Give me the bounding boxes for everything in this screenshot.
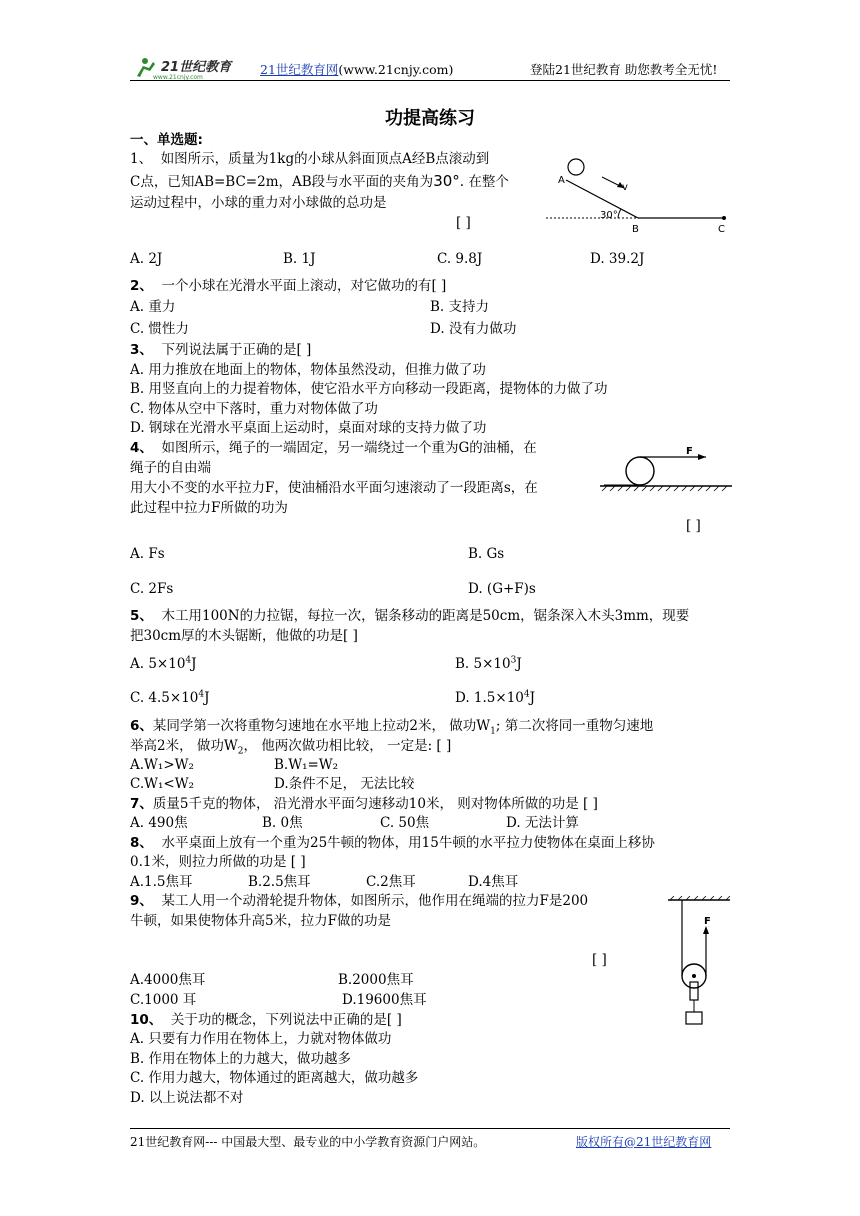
q6-option-c[interactable]: C.W₁<W₂ <box>130 776 195 792</box>
q6-option-a[interactable]: A.W₁>W₂ <box>130 757 194 773</box>
svg-text:30°: 30° <box>600 210 618 221</box>
q7-option-d[interactable]: D. 无法计算 <box>506 815 579 831</box>
q4-option-c[interactable]: C. 2Fs <box>130 581 174 597</box>
q7-option-a[interactable]: A. 490焦 <box>130 815 188 831</box>
svg-text:v: v <box>622 182 628 193</box>
q6-line2: 举高2米， 做功$W_2$， 他两次做功相比较， 一定是: [ ] <box>130 738 452 757</box>
q3-option-a[interactable]: A. 用力推放在地面上的物体，物体虽然没动，但推力做了功 <box>130 362 486 378</box>
header-divider <box>130 80 730 81</box>
q4-option-a[interactable]: A. Fs <box>130 546 165 562</box>
q4-line4: 此过程中拉力F所做的功为 <box>130 500 288 516</box>
q10-option-c[interactable]: C. 作用力越大，物体通过的距离越大，做功越多 <box>130 1070 419 1086</box>
q8-option-d[interactable]: D.4焦耳 <box>468 874 519 890</box>
q3-stem: 3、 下列说法属于正确的是[ ] <box>130 342 312 358</box>
q4-line1: 4、 如图所示，绳子的一端固定，另一端绕过一个重为G的油桶，在 <box>130 440 537 456</box>
q1-line3: 运动过程中，小球的重力对小球做的总功是 <box>130 195 387 211</box>
q4-option-b[interactable]: B. Gs <box>468 546 505 562</box>
q1-option-d[interactable]: D. 39.2J <box>590 251 645 267</box>
footer-divider <box>130 1128 730 1129</box>
q1-answer-bracket: [ ] <box>456 215 471 231</box>
q9-line2: 牛顿，如果使物体升高5米，拉力F做的功是 <box>130 913 391 929</box>
q9-option-c[interactable]: C.1000 耳 <box>130 992 197 1008</box>
q2-stem: 2、 一个小球在光滑水平面上滚动，对它做功的有[ ] <box>130 278 447 294</box>
footer-text: 21世纪教育网--- 中国最大型、最专业的中小学教育资源门户网站。 <box>130 1135 486 1149</box>
q5-option-b[interactable]: B. $5\times 10^3J$ <box>455 655 522 672</box>
svg-text:21世纪教育: 21世纪教育 <box>161 60 232 75</box>
q9-option-d[interactable]: D.19600焦耳 <box>342 992 427 1008</box>
header-slogan: 登陆21世纪教育 助您教考全无忧! <box>530 62 718 77</box>
q5-option-d[interactable]: D. $1.5\times 10^4J$ <box>455 689 536 706</box>
q8-line2: 0.1米，则拉力所做的功是 [ ] <box>130 854 306 870</box>
q9-line1: 9、 某工人用一个动滑轮提升物体，如图所示，他作用在绳端的拉力F是200 <box>130 893 589 909</box>
q2-option-b[interactable]: B. 支持力 <box>430 299 490 315</box>
svg-text:F: F <box>686 446 693 457</box>
q9-pulley-figure <box>664 896 734 1034</box>
svg-text:B: B <box>632 224 639 235</box>
ball-icon <box>568 159 584 175</box>
footer-copyright-link[interactable]: 版权所有@21世纪教育网 <box>576 1135 712 1149</box>
q4-line2: 绳子的自由端 <box>130 460 211 476</box>
q6-option-b[interactable]: B.W₁=W₂ <box>274 757 339 773</box>
q3-option-d[interactable]: D. 钢球在光滑水平桌面上运动时，桌面对球的支持力做了功 <box>130 420 487 436</box>
q5-line1: 5、 木工用100N的力拉锯，每拉一次，锯条移动的距离是50cm，锯条深入木头3mm，现要 <box>130 608 690 624</box>
q3-option-c[interactable]: C. 物体从空中下落时，重力对物体做了功 <box>130 401 378 417</box>
q5-option-c[interactable]: C. $4.5\times 10^4J$ <box>130 689 210 706</box>
q2-option-d[interactable]: D. 没有力做功 <box>430 321 517 337</box>
q1-incline-figure <box>546 152 736 236</box>
q6-line1: 6、某同学第一次将重物匀速地在水平地上拉动2米， 做功$W_1$; 第二次将同一重物匀速地 <box>130 718 654 737</box>
q4-barrel-figure <box>600 444 736 494</box>
site-url: (www.21cnjy.com) <box>338 62 454 77</box>
svg-text:F: F <box>704 916 711 927</box>
q6-option-d[interactable]: D.条件不足， 无法比较 <box>274 776 415 792</box>
q9-answer-bracket: [ ] <box>592 952 607 968</box>
svg-text:A: A <box>558 175 565 186</box>
q4-option-d[interactable]: D. (G+F)s <box>468 581 536 597</box>
q3-option-b[interactable]: B. 用竖直向上的力提着物体，使它沿水平方向移动一段距离，提物体的力做了功 <box>130 381 608 397</box>
q4-answer-bracket: [ ] <box>686 518 701 534</box>
q10-option-d[interactable]: D. 以上说法都不对 <box>130 1090 244 1106</box>
q7-option-b[interactable]: B. 0焦 <box>262 815 303 831</box>
q9-option-b[interactable]: B.2000焦耳 <box>338 972 414 988</box>
q8-line1: 8、 水平桌面上放有一个重为25牛顿的物体，用15牛顿的水平拉力使物体在桌面上移协 <box>130 835 655 851</box>
q8-option-c[interactable]: C.2焦耳 <box>366 874 416 890</box>
q1-option-c[interactable]: C. 9.8J <box>437 251 483 267</box>
site-logo[interactable] <box>133 56 243 80</box>
q1-option-b[interactable]: B. 1J <box>283 251 316 267</box>
q2-option-c[interactable]: C. 惯性力 <box>130 321 189 337</box>
q5-line2: 把30cm厚的木头锯断，他做的功是[ ] <box>130 628 358 644</box>
q8-option-a[interactable]: A.1.5焦耳 <box>130 874 193 890</box>
site-link[interactable]: 21世纪教育网 <box>260 62 339 77</box>
svg-text:www.21cnjy.com: www.21cnjy.com <box>153 74 203 80</box>
q9-option-a[interactable]: A.4000焦耳 <box>130 972 206 988</box>
q10-stem: 10、 关于功的概念，下列说法中正确的是[ ] <box>130 1012 402 1028</box>
weight-block <box>686 1012 702 1024</box>
q1-line2: C点，已知AB=BC=2m，AB段与水平面的夹角为30°. 在整个 <box>130 172 509 190</box>
q7-stem: 7、质量5千克的物体， 沿光滑水平面匀速移动10米， 则对物体所做的功是 [ ] <box>130 796 598 812</box>
q5-option-a[interactable]: A. $5\times 10^4J$ <box>130 655 197 672</box>
svg-text:C: C <box>718 224 725 235</box>
barrel-icon <box>626 457 654 485</box>
q10-option-b[interactable]: B. 作用在物体上的力越大，做功越多 <box>130 1051 352 1067</box>
page-title: 功提高练习 <box>385 108 475 129</box>
q1-option-a[interactable]: A. 2J <box>130 251 163 267</box>
q4-line3: 用大小不变的水平拉力F，使油桶沿水平面匀速滚动了一段距离s，在 <box>130 480 538 496</box>
q7-option-c[interactable]: C. 50焦 <box>380 815 430 831</box>
q8-option-b[interactable]: B.2.5焦耳 <box>248 874 311 890</box>
section-heading: 一、单选题: <box>130 132 203 148</box>
q10-option-a[interactable]: A. 只要有力作用在物体上，力就对物体做功 <box>130 1031 392 1047</box>
q2-option-a[interactable]: A. 重力 <box>130 299 176 315</box>
q1-line1: 1、 如图所示，质量为1kg的小球从斜面顶点A经B点滚动到 <box>130 151 490 167</box>
